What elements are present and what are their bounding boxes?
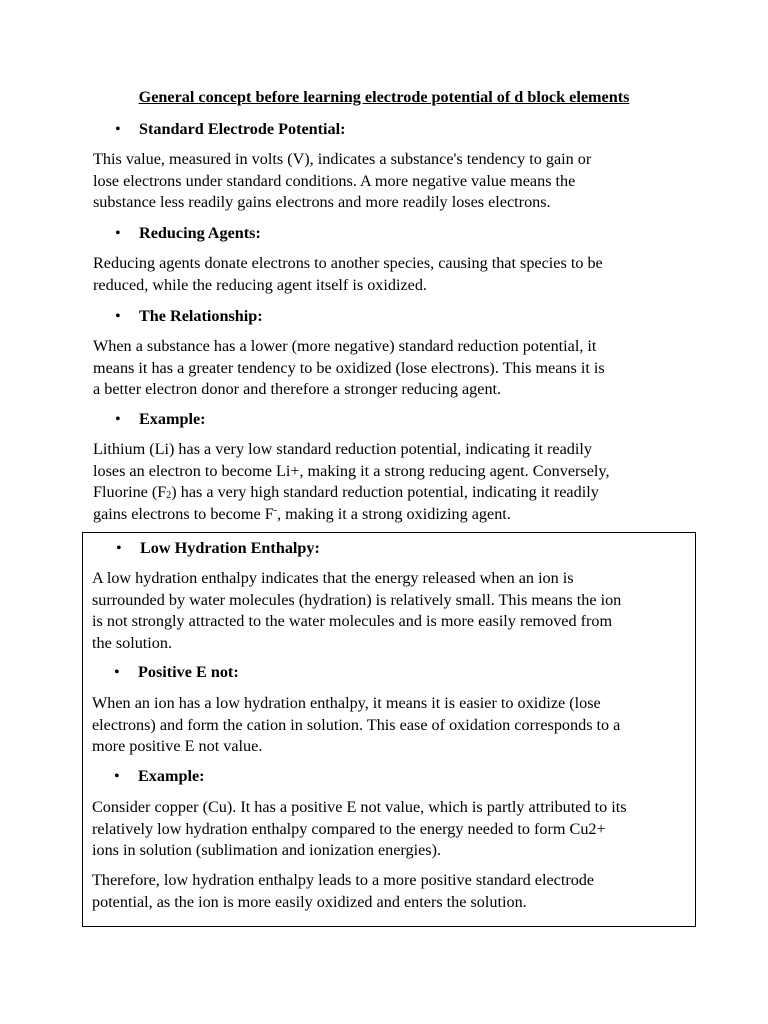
paragraph-line: ions in solution (sublimation and ionization energies). — [92, 841, 442, 859]
text-fragment: gains electrons to become F — [93, 504, 274, 523]
bullet-dot: • — [114, 767, 120, 785]
paragraph-line: lose electrons under standard conditions. A more negative value means the — [93, 171, 576, 190]
text-fragment: , making it a strong oxidizing agent. — [277, 504, 511, 523]
paragraph-line: A low hydration enthalpy indicates that the energy released when an ion is — [92, 569, 574, 587]
bullet-heading: Low Hydration Enthalpy: — [140, 539, 320, 557]
paragraph-standard-electrode-potential — [93, 149, 693, 214]
paragraph-box-example — [92, 797, 692, 862]
paragraph-line: more positive E not value. — [92, 737, 263, 755]
paragraph-the-relationship — [93, 336, 693, 401]
bullet-dot: • — [115, 307, 121, 325]
paragraph-example — [93, 439, 693, 525]
document-title: General concept before learning electrode potential of d block elements — [138, 88, 630, 106]
paragraph-line: When a substance has a lower (more negative) standard reduction potential, it — [93, 337, 597, 355]
paragraph-line: is not strongly attracted to the water molecules and is more easily removed from — [92, 612, 613, 630]
text-fragment: ) has a very high standard reduction potential, indicating it readily — [171, 483, 599, 501]
bullet-heading: Reducing Agents: — [139, 224, 261, 242]
bullet-low-hydration-enthalpy — [116, 538, 320, 560]
bullet-reducing-agents — [115, 223, 261, 245]
paragraph-line: electrons) and form the cation in solution. This ease of oxidation corresponds to a — [92, 715, 621, 734]
paragraph-line: Therefore, low hydration enthalpy leads to a more positive standard electrode — [92, 871, 595, 889]
paragraph-low-hydration-enthalpy — [92, 568, 692, 654]
paragraph-line: Consider copper (Cu). It has a positive E not value, which is partly attributed to its — [92, 798, 627, 816]
bullet-dot: • — [114, 663, 120, 681]
paragraph-line: relatively low hydration enthalpy compared to the energy needed to form Cu2+ — [92, 819, 606, 838]
bullet-dot: • — [115, 120, 121, 138]
paragraph-line: reduced, while the reducing agent itself is oxidized. — [93, 275, 427, 294]
bullet-positive-e-not — [114, 662, 239, 684]
bullet-dot: • — [115, 224, 121, 242]
paragraph-positive-e-not — [92, 693, 692, 758]
bullet-the-relationship — [115, 306, 263, 328]
paragraph-line — [93, 504, 693, 526]
paragraph-line: surrounded by water molecules (hydration) is relatively small. This means the ion — [92, 590, 622, 609]
subscript: 2 — [166, 490, 172, 501]
bullet-dot: • — [116, 539, 122, 557]
paragraph-line — [93, 482, 693, 504]
bullet-dot: • — [115, 410, 121, 428]
paragraph-line: Lithium (Li) has a very low standard reduction potential, indicating it readily — [93, 440, 592, 458]
bullet-box-example — [114, 766, 205, 788]
paragraph-line: When an ion has a low hydration enthalpy, it means it is easier to oxidize (lose — [92, 694, 601, 712]
paragraph-conclusion — [92, 870, 692, 913]
superscript: - — [273, 504, 278, 516]
paragraph-line: This value, measured in volts (V), indicates a substance's tendency to gain or — [93, 150, 592, 168]
bullet-heading: Standard Electrode Potential: — [139, 120, 346, 138]
paragraph-line: potential, as the ion is more easily oxidized and enters the solution. — [92, 892, 527, 911]
bullet-heading: The Relationship: — [139, 307, 263, 325]
paragraph-line: a better electron donor and therefore a stronger reducing agent. — [93, 380, 502, 398]
paragraph-line: the solution. — [92, 633, 173, 652]
paragraph-line: means it has a greater tendency to be oxidized (lose electrons). This means it is — [93, 358, 605, 377]
paragraph-line: Reducing agents donate electrons to another species, causing that species to be — [93, 254, 603, 272]
bullet-example — [115, 409, 206, 431]
bullet-standard-electrode-potential — [115, 119, 346, 141]
paragraph-line: loses an electron to become Li+, making it a strong reducing agent. Conversely, — [93, 461, 610, 480]
bullet-heading: Example: — [139, 410, 206, 428]
bullet-heading: Positive E not: — [138, 663, 239, 681]
paragraph-line: substance less readily gains electrons and more readily loses electrons. — [93, 193, 551, 211]
text-fragment: Fluorine (F — [93, 483, 167, 501]
paragraph-reducing-agents — [93, 253, 693, 296]
bullet-heading: Example: — [138, 767, 205, 785]
